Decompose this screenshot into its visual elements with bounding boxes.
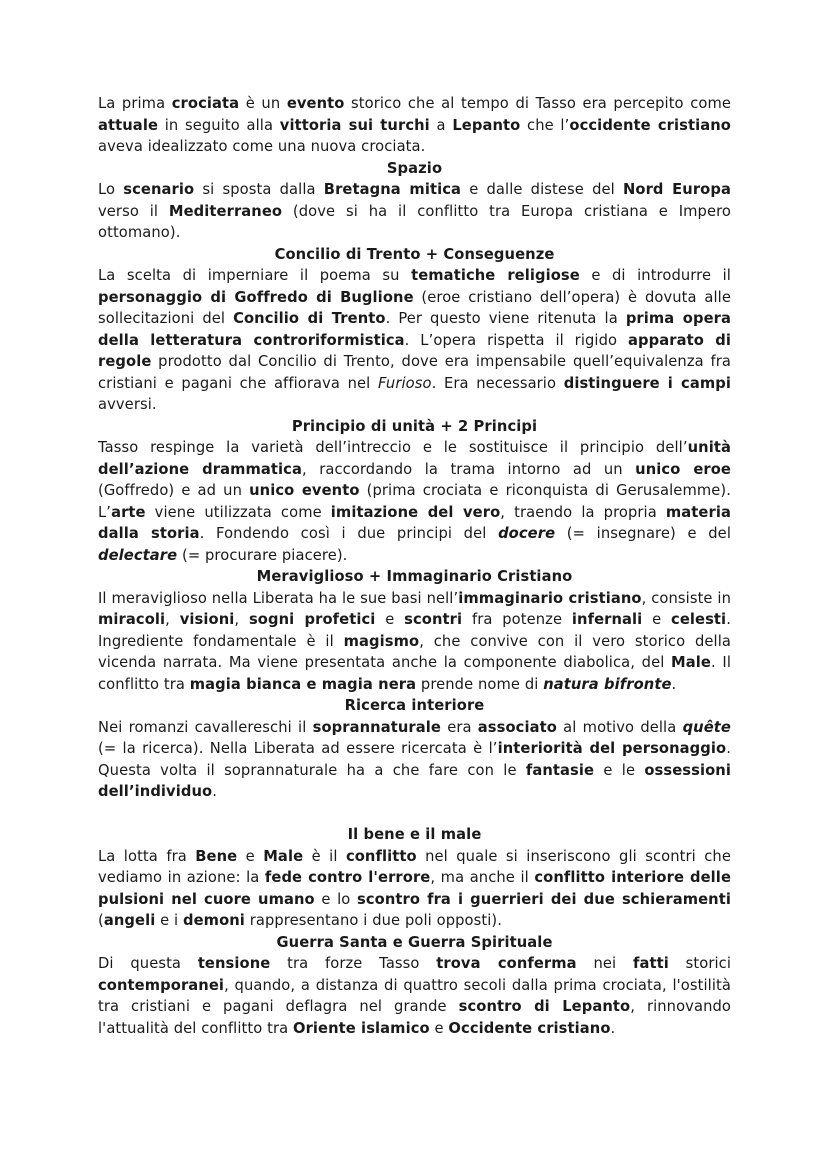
text-run: materia dalla storia (98, 503, 731, 542)
text-run: (= insegnare) e del (555, 525, 731, 542)
text-run: Bene (195, 847, 238, 865)
text-run: tra forze Tasso (270, 955, 437, 972)
text-run: Ricerca interiore (344, 697, 485, 714)
text-run: (= la ricerca). Nella Liberata ad essere ricercata è l’ (98, 740, 498, 757)
text-run: e lo (314, 890, 357, 908)
text-run: Il meraviglioso nella Liberata ha le sue basi nell’ (98, 589, 459, 607)
text-run: imitazione del vero (330, 503, 501, 521)
text-run: visioni (179, 611, 235, 628)
text-run: Meraviglioso + Immaginario Cristiano (256, 568, 573, 585)
text-run: . Ingrediente fondamentale è il (98, 611, 731, 650)
text-run: , (165, 611, 180, 628)
text-run: al motivo della (556, 718, 683, 736)
text-run: . Il conflitto tra (98, 654, 732, 693)
text-run: scontro fra i guerrieri dei due schieramenti (356, 890, 731, 908)
text-run: trova conferma (436, 955, 577, 972)
text-run: Oriente islamico (292, 1019, 430, 1037)
text-run: (= procurare piacere). (177, 546, 348, 564)
text-run: infernali (571, 611, 643, 628)
text-run: prodotto dal Concilio di Trento, dove era impensabile quell’equivalenza fra cristiani e pagani che affiorava nel (98, 353, 731, 392)
heading-ricerca-interiore (98, 695, 731, 717)
text-run: scontro di Lepanto (458, 998, 631, 1015)
text-run: Guerra Santa e Guerra Spirituale (276, 933, 553, 951)
text-run: , ma anche il (430, 869, 535, 886)
text-run: quête (682, 718, 731, 736)
text-run: conflitto interiore delle pulsioni nel cuore umano (98, 869, 732, 908)
text-run: evento (286, 95, 345, 112)
text-run: scenario (123, 181, 195, 198)
text-run: Nei romanzi cavallereschi il (98, 718, 313, 736)
heading-meraviglioso (98, 566, 731, 588)
text-run: , raccordando la trama intorno ad un (302, 460, 636, 478)
blank-line (98, 803, 731, 825)
text-run: personaggio di Goffredo di Buglione (98, 288, 414, 306)
text-run: rappresentano i due poli opposti). (244, 912, 503, 929)
para-meraviglioso (98, 588, 731, 696)
text-run: unità dell’azione drammatica (98, 439, 731, 478)
para-concilio-di-trento (98, 265, 731, 416)
text-run: nel quale si inseriscono gli scontri che vediamo in azione: la (98, 847, 731, 886)
text-run: fra potenze (462, 611, 572, 628)
text-run: unico evento (249, 482, 360, 499)
text-run: ossessioni dell’individuo (98, 761, 731, 800)
para-il-bene-e-il-male (98, 846, 731, 932)
text-run: prende nome di (416, 675, 544, 693)
text-run: storico che al tempo di Tasso era percepito come (344, 95, 732, 112)
text-run: , traendo la propria (500, 503, 666, 521)
text-run: unico eroe (635, 460, 731, 478)
heading-guerra-santa-e-spirituale (98, 932, 731, 954)
text-run: avversi. (98, 396, 157, 413)
text-run: La prima (98, 95, 172, 112)
text-run: Il bene e il male (347, 826, 482, 843)
text-run: fede contro l'errore (264, 869, 431, 886)
text-run: . (212, 783, 218, 800)
text-run: Lepanto (452, 116, 521, 134)
document-content (98, 93, 731, 1039)
text-run: occidente cristiano (569, 116, 731, 134)
text-run: Occidente cristiano (448, 1019, 611, 1037)
text-run: Nord Europa (623, 181, 731, 198)
text-run: Principio di unità + 2 Principi (291, 417, 538, 435)
text-run: prima opera della letteratura controriformistica (98, 310, 731, 349)
para-principio-di-unita (98, 437, 731, 566)
text-run: vittoria sui turchi (279, 116, 430, 134)
text-run: , che convive con il vero storico della vicenda narrata. Ma viene presentata anche la componente diabolica, del (98, 632, 731, 671)
text-run: , rinnovando l'attualità del conflitto tra (98, 998, 731, 1037)
text-run: Concilio di Trento + Conseguenze (274, 245, 555, 263)
text-run: , quando, a distanza di quattro secoli dalla prima crociata, l'ostilità tra cristiani e pagani deflagra nel grande (98, 976, 731, 1015)
text-run: angeli (103, 912, 156, 929)
text-run: immaginario cristiano (458, 589, 642, 607)
text-run: Di questa (98, 955, 198, 972)
text-run: . (671, 675, 677, 693)
heading-principio-di-unita (98, 416, 731, 438)
text-run: . L’opera rispetta il rigido (404, 331, 628, 349)
text-run: interiorità del personaggio (497, 740, 727, 757)
heading-concilio-di-trento (98, 244, 731, 266)
text-run: Lo (98, 181, 124, 198)
text-run: . Era necessario (431, 374, 564, 392)
text-run: Bretagna mitica (323, 181, 462, 198)
text-run: che l’ (520, 116, 570, 134)
text-run: magismo (343, 632, 420, 650)
text-run: e (375, 611, 405, 628)
text-run: La scelta di imperniare il poema su (98, 267, 412, 284)
text-run: Furioso (377, 374, 432, 392)
text-run: (prima crociata e riconquista di Gerusalemme). L’ (98, 482, 731, 521)
text-run: scontri (404, 611, 463, 628)
text-run: (dove si ha il conflitto tra Europa cristiana e Impero ottomano). (98, 202, 731, 241)
text-run: e le (594, 761, 645, 779)
text-run: . Fondendo così i due principi del (199, 525, 499, 542)
text-run: e i (155, 912, 183, 929)
text-run: Tasso respinge la varietà dell’intreccio e le sostituisce il principio dell’ (98, 439, 688, 456)
text-run: (Goffredo) e ad un (98, 482, 250, 499)
text-run: e (237, 847, 264, 865)
text-run: e (642, 611, 672, 628)
text-run: , consiste in (641, 589, 731, 607)
para-guerra-santa-e-spirituale (98, 953, 731, 1039)
text-run: demoni (182, 912, 245, 929)
text-run: magia bianca e magia nera (189, 675, 417, 693)
text-run: crociata (171, 95, 240, 112)
text-run: miracoli (98, 611, 166, 628)
text-run: associato (477, 718, 557, 736)
text-run: distinguere i campi (563, 374, 731, 392)
text-run: contemporanei (98, 976, 225, 994)
text-run: sogni profetici (248, 611, 376, 628)
text-run: attuale (98, 116, 159, 134)
heading-spazio (98, 158, 731, 180)
text-run: in seguito alla (158, 116, 280, 134)
text-run: verso il (98, 202, 169, 220)
text-run: delectare (98, 546, 178, 564)
text-run: apparato di regole (98, 331, 731, 370)
text-run: era (440, 718, 478, 736)
text-run: . Questa volta il soprannaturale ha a che fare con le (98, 740, 732, 779)
text-run: (eroe cristiano dell’opera) è dovuta alle sollecitazioni del (98, 288, 731, 327)
text-run: nei (576, 955, 633, 972)
text-run: Spazio (386, 159, 443, 177)
text-run: aveva idealizzato come una nuova crociata. (98, 138, 426, 155)
text-run: , (234, 611, 249, 628)
text-run: . Per questo viene ritenuta la (385, 310, 626, 327)
text-run: soprannaturale (312, 718, 441, 736)
text-run: celesti (671, 611, 727, 628)
text-run: conflitto (345, 847, 417, 865)
text-run: si sposta dalla (194, 181, 324, 198)
text-run: è il (303, 847, 346, 865)
heading-il-bene-e-il-male (98, 824, 731, 846)
text-run: Male (671, 654, 711, 671)
text-run: è un (239, 95, 287, 112)
text-run: tematiche religiose (411, 267, 580, 284)
text-run: ( (98, 912, 104, 929)
text-run: viene utilizzata come (145, 503, 331, 521)
text-run: arte (111, 503, 146, 521)
text-run: Concilio di Trento (233, 310, 386, 327)
text-run: docere (498, 525, 556, 542)
text-run: fatti (632, 955, 669, 972)
text-run: Male (263, 847, 304, 865)
para-crociata-lepanto (98, 93, 731, 158)
text-run: e dalle distese del (461, 181, 623, 198)
text-run: e (429, 1019, 449, 1037)
text-run: storici (668, 955, 731, 972)
text-run: tensione (197, 955, 271, 972)
text-run: fantasie (525, 761, 595, 779)
text-run: . (610, 1019, 616, 1037)
para-spazio (98, 179, 731, 244)
text-run: La lotta fra (98, 847, 196, 865)
text-run: e di introdurre il (579, 267, 731, 284)
text-run: a (429, 116, 453, 134)
para-ricerca-interiore (98, 717, 731, 803)
text-run: natura bifronte (543, 675, 672, 693)
text-run: Mediterraneo (168, 202, 283, 220)
